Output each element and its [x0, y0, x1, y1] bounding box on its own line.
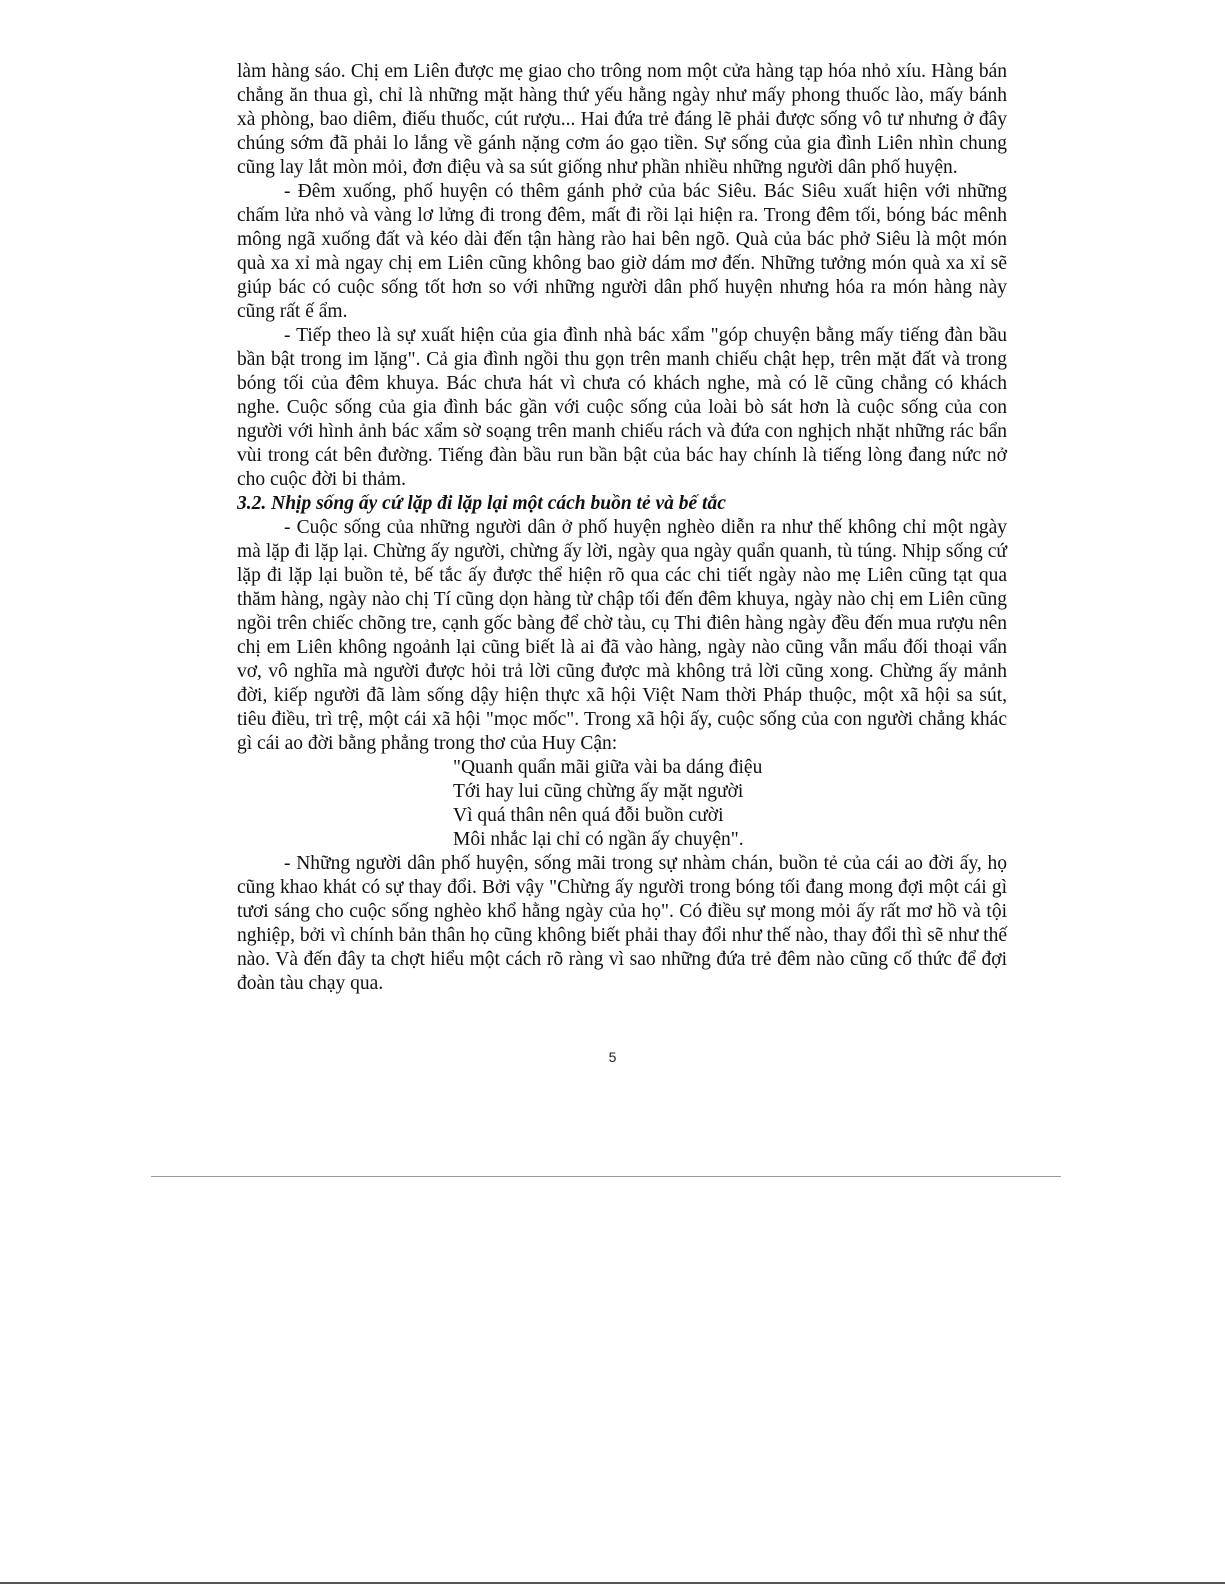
section-heading-3-2: 3.2. Nhịp sống ấy cứ lặp đi lặp lại một cách buồn tẻ và bế tắc [237, 493, 726, 514]
paragraph-shop: làm hàng sáo. Chị em Liên được mẹ giao cho trông nom một cửa hàng tạp hóa nhỏ xíu. Hàng bán chẳng ăn thua gì, chỉ là những mặt hàng thứ yếu hằng ngày như mấy phong thuốc lào, mấy bánh xà phòng, bao diêm, điếu thuốc, cút rượu... Hai đứa trẻ đáng lẽ phải được sống vô tư nhưng ở đây chúng sớm đã phải lo lắng về gánh nặng cơm áo gạo tiền. Sự sống của gia đình Liên nhìn chung cũng lay lắt mòn mỏi, đơn điệu và sa sút giống như phần nhiều những người dân phố huyện. [237, 61, 1007, 178]
poem-line: Tới hay lui cũng chừng ấy mặt người [453, 781, 744, 802]
page-number: 5 [608, 1049, 617, 1065]
paragraph-longing: - Những người dân phố huyện, sống mãi trong sự nhàm chán, buồn tẻ của cái ao đời ấy, họ cũng khao khát có sự thay đổi. Bởi vậy "Chừng ấy người trong bóng tối đang mong đợi một cái gì tươi sáng cho cuộc sống nghèo khổ hằng ngày của họ". Có điều sự mong mỏi ấy rất mơ hồ và tội nghiệp, bởi vì chính bản thân họ cũng không biết phải thay đổi như thế nào, thay đổi thì sẽ như thế nào. Và đến đây ta chợt hiểu một cách rõ ràng vì sao những đứa trẻ đêm nào cũng cố thức để đợi đoàn tàu chạy qua. [237, 853, 1007, 994]
poem-line: Môi nhắc lại chỉ có ngần ấy chuyện". [453, 829, 744, 850]
page-separator-line [151, 1176, 1061, 1177]
paragraph-bac-xam: - Tiếp theo là sự xuất hiện của gia đình nhà bác xẩm "góp chuyện bằng mấy tiếng đàn bầu bần bật trong im lặng". Cả gia đình ngồi thu gọn trên manh chiếu chật hẹp, trên mặt đất và trong bóng tối của đêm khuya. Bác chưa hát vì chưa có khách nghe, mà có lẽ cũng chẳng có khách nghe. Cuộc sống của gia đình bác gần với cuộc sống của loài bò sát hơn là cuộc sống của con người với hình ảnh bác xẩm sờ soạng trên manh chiếu rách và đứa con nghịch nhặt những rác bẩn vùi trong cát bên đường. Tiếng đàn bầu run bần bật của bác hay chính là tiếng lòng đang nức nở cho cuộc đời bi thảm. [237, 325, 1007, 490]
poem-line: Vì quá thân nên quá đỗi buồn cười [453, 805, 724, 826]
poem-line: "Quanh quẩn mãi giữa vài ba dáng điệu [453, 757, 763, 778]
bottom-border-line [0, 1582, 1225, 1584]
document-body [237, 60, 1007, 996]
paragraph-repetition: - Cuộc sống của những người dân ở phố huyện nghèo diễn ra như thế không chỉ một ngày mà lặp đi lặp lại. Chừng ấy người, chừng ấy lời, ngày qua ngày quẩn quanh, tù túng. Nhịp sống cứ lặp đi lặp lại buồn tẻ, bế tắc ấy được thể hiện rõ qua các chi tiết ngày nào mẹ Liên cũng tạt qua thăm hàng, ngày nào chị Tí cũng dọn hàng từ chập tối đến đêm khuya, ngày nào chị em Liên cũng ngồi trên chiếc chõng tre, cạnh gốc bàng để chờ tàu, cụ Thi điên hàng ngày đều đến mua rượu nên chị em Liên không ngoảnh lại cũng biết là ai đã vào hàng, ngày nào cũng vẫn mẩu đối thoại vẩn vơ, vô nghĩa mà người được hỏi trả lời cũng được mà không trả lời cũng xong. Chừng ấy mảnh đời, kiếp người đã làm sống dậy hiện thực xã hội Việt Nam thời Pháp thuộc, một xã hội sa sút, tiêu điều, trì trệ, một cái xã hội "mọc mốc". Trong xã hội ấy, cuộc sống của con người chẳng khác gì cái ao đời bằng phẳng trong thơ của Huy Cận: [237, 517, 1007, 754]
paragraph-bac-sieu: - Đêm xuống, phố huyện có thêm gánh phở của bác Siêu. Bác Siêu xuất hiện với những chấm lửa nhỏ và vàng lơ lửng đi trong đêm, mất đi rồi lại hiện ra. Trong đêm tối, bóng bác mênh mông ngã xuống đất và kéo dài đến tận hàng rào hai bên ngõ. Quà của bác phở Siêu là một món quà xa xỉ mà ngay chị em Liên cũng không bao giờ dám mơ đến. Những tưởng món quà xa xỉ sẽ giúp bác có cuộc sống tốt hơn so với những người dân phố huyện nhưng hóa ra món hàng này cũng rất ế ẩm. [237, 181, 1007, 322]
poem-quote [237, 756, 1007, 852]
